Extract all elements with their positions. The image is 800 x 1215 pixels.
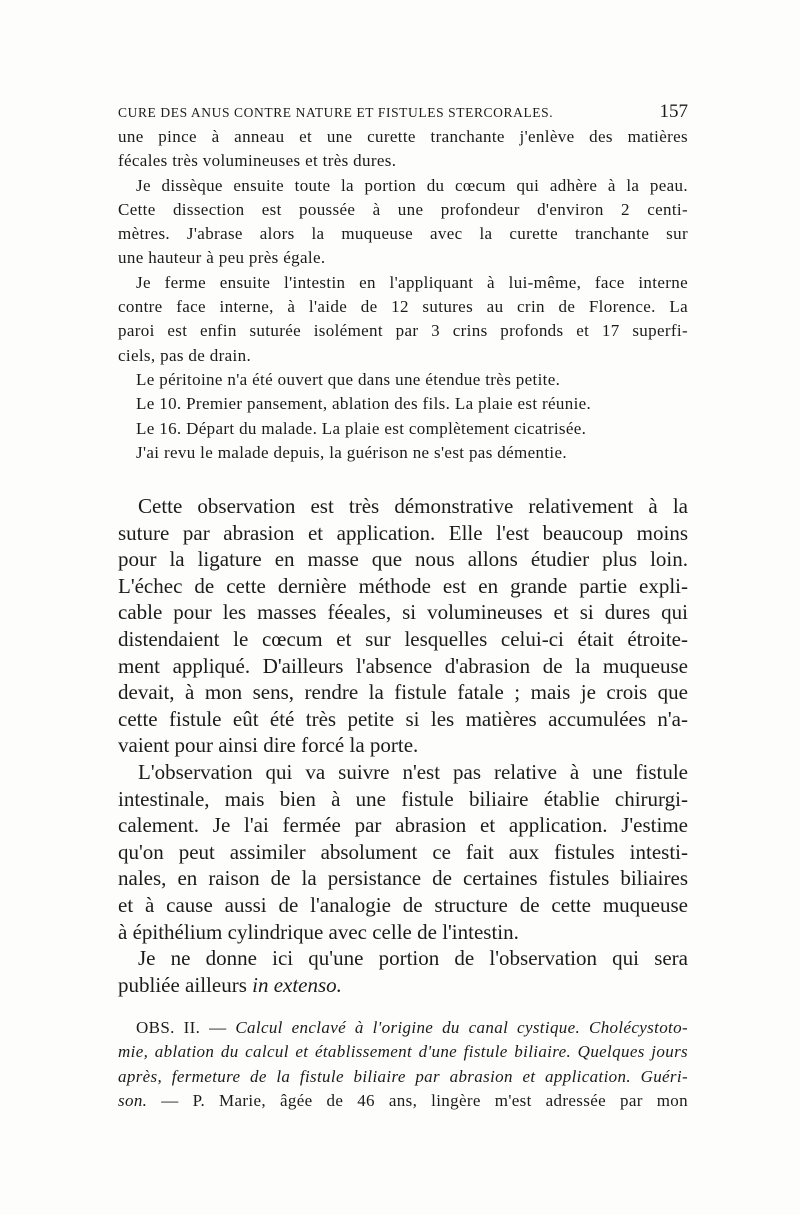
text-line: mètres. J'abrase alors la muqueuse avec la curette tranchante sur (118, 224, 688, 244)
case-report-continuation (118, 125, 688, 465)
italic-run: in extenso. (252, 972, 342, 997)
text-line: pour la ligature en masse que nous allons étudier plus loin. (118, 547, 688, 572)
text-line: Je ferme ensuite l'intestin en l'appliquant à lui-même, face interne (136, 272, 688, 292)
text-line: Le péritoine n'a été ouvert que dans une étendue très petite. (136, 369, 561, 389)
text-line: distendaient le cœcum et sur lesquelles celui-ci était étroite- (118, 626, 688, 651)
text-line: une hauteur à peu près égale. (118, 248, 326, 268)
text-line (118, 1016, 688, 1040)
text-line: ment appliqué. D'ailleurs l'absence d'abrasion de la muqueuse (118, 653, 688, 678)
text-line: Le 16. Départ du malade. La plaie est complètement cicatrisée. (136, 418, 587, 438)
text-line: contre face interne, à l'aide de 12 sutures au crin de Florence. La (118, 297, 688, 317)
discussion-body (118, 493, 688, 998)
text-line: devait, à mon sens, rendre la fistule fatale ; mais je crois que (118, 680, 688, 705)
text-line: à épithélium cylindrique avec celle de l'intestin. (118, 919, 519, 944)
text-line: calement. Je l'ai fermée par abrasion et application. J'estime (118, 813, 688, 838)
text-line: Cette dissection est poussée à une profondeur d'environ 2 centi- (118, 199, 688, 219)
text-line: J'ai revu le malade depuis, la guérison ne s'est pas démentie. (136, 442, 567, 462)
text-line (118, 1089, 688, 1113)
text-run: publiée ailleurs (118, 972, 253, 997)
italic-run: son. (118, 1090, 148, 1110)
running-title: CURE DES ANUS CONTRE NATURE ET FISTULES STERCORALES. (118, 105, 554, 120)
text-line: cable pour les masses féeales, si volumineuses et si dures qui (118, 600, 688, 625)
observation-heading (118, 1016, 688, 1113)
text-line: après, fermeture de la fistule biliaire par abrasion et application. Guéri- (118, 1066, 688, 1086)
text-line (118, 972, 688, 999)
text-line: L'échec de cette dernière méthode est en grande partie expli- (118, 573, 688, 598)
text-line: une pince à anneau et une curette tranchante j'enlève des matières (118, 127, 688, 146)
obs-label: OBS. II. — (136, 1018, 236, 1037)
text-line: nales, en raison de la persistance de certaines fistules biliaires (118, 866, 688, 891)
text-line: ciels, pas de drain. (118, 345, 252, 365)
text-line: et à cause aussi de l'analogie de structure de cette muqueuse (118, 892, 688, 917)
text-line: Je ne donne ici qu'une portion de l'observation qui sera (138, 946, 688, 971)
page-number: 157 (659, 101, 688, 122)
text-run: — P. Marie, âgée de 46 ans, lingère m'est adressée par mon (147, 1090, 688, 1110)
text-line: Le 10. Premier pansement, ablation des fils. La plaie est réunie. (136, 394, 592, 414)
text-line: intestinale, mais bien à une fistule biliaire établie chirurgi- (118, 786, 688, 811)
text-line: L'observation qui va suivre n'est pas relative à une fistule (138, 759, 688, 784)
text-line: cette fistule eût été très petite si les matières accumulées n'a- (118, 706, 688, 731)
running-header (118, 101, 688, 123)
text-line: fécales très volumineuses et très dures. (118, 151, 397, 171)
text-line: suture par abrasion et application. Elle l'est beaucoup moins (118, 520, 688, 545)
text-line: Je dissèque ensuite toute la portion du cœcum qui adhère à la peau. (136, 175, 688, 195)
text-line: mie, ablation du calcul et établissement d'une fistule biliaire. Quelques jours (118, 1042, 688, 1062)
text-line: vaient pour ainsi dire forcé la porte. (118, 733, 419, 758)
text-line: Cette observation est très démonstrative relativement à la (138, 494, 688, 518)
text-line: qu'on peut assimiler absolument ce fait aux fistules intesti- (118, 839, 688, 864)
italic-run: Calcul enclavé à l'origine du canal cystique. Cholécystoto- (235, 1018, 688, 1037)
text-line: paroi est enfin suturée isolément par 3 crins profonds et 17 superfi- (118, 321, 688, 341)
